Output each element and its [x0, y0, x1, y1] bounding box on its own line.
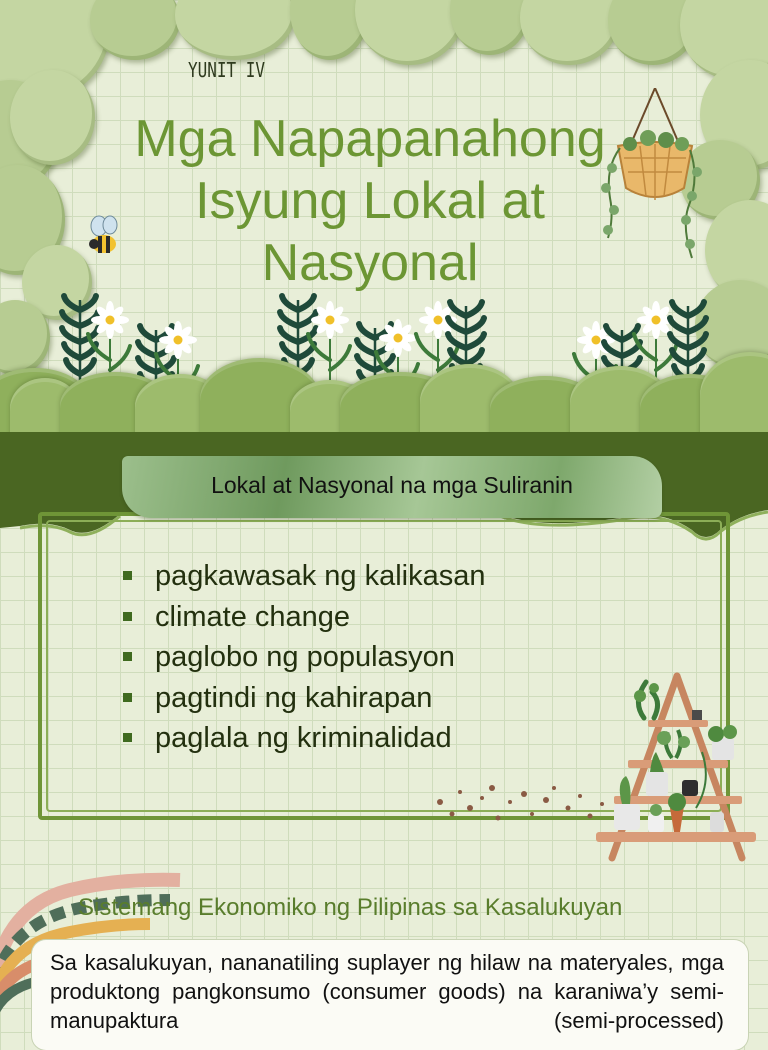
dot-scatter-decoration	[430, 780, 610, 840]
title-line: Mga Napapanahong	[134, 110, 606, 168]
issues-list	[118, 556, 485, 759]
list-item: paglobo ng populasyon	[118, 637, 485, 678]
list-item: pagkawasak ng kalikasan	[118, 556, 485, 597]
plant-shelf-icon	[592, 672, 762, 862]
title-line: Nasyonal	[261, 234, 479, 292]
section-two-heading: Sistemang Ekonomiko ng Pilipinas sa Kasalukuyan	[78, 894, 623, 921]
list-item: pagtindi ng kahirapan	[118, 678, 485, 719]
slide-title	[70, 108, 670, 294]
unit-label: YUNIT IV	[188, 58, 266, 82]
section-heading: Lokal at Nasyonal na mga Suliranin	[211, 472, 573, 498]
list-item: paglala ng kriminalidad	[118, 718, 485, 759]
title-line: Isyung Lokal at	[195, 172, 545, 230]
list-item: climate change	[118, 597, 485, 638]
section-two-paragraph: Sa kasalukuyan, nananatiling suplayer ng hilaw na materyales, mga produktong pangkonsumo (consumer goods) na karaniwa’y semi-manupaktura (semi-processed)	[50, 950, 724, 1033]
